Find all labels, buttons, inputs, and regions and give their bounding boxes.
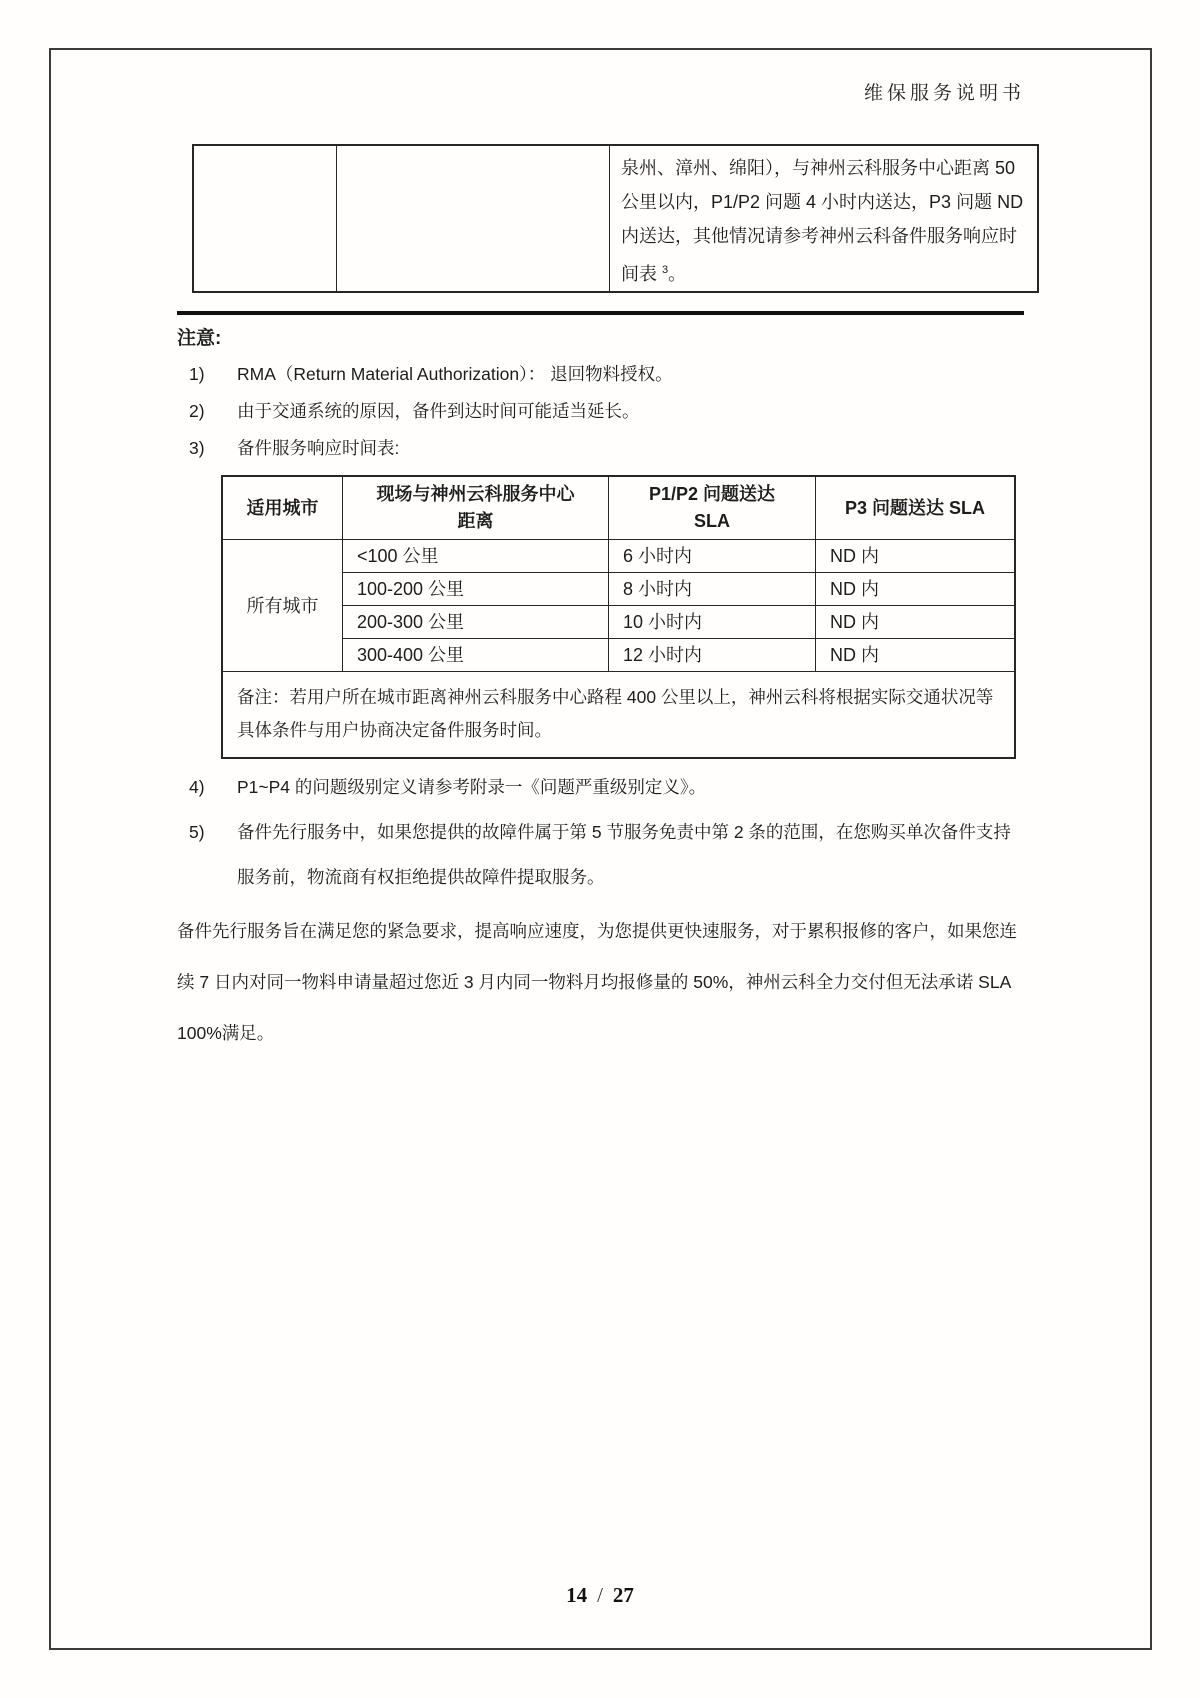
item-number: 3) [189,438,205,458]
item-text: 备件服务响应时间表: [237,438,400,458]
item-number: 1) [189,364,205,384]
p1p2-cell: 12 小时内 [609,639,816,672]
item-text: 备件先行服务中，如果您提供的故障件属于第 5 节服务免责中第 2 条的范围，在您购买单次备件支持服务前，物流商有权拒绝提供故障件提取服务。 [237,822,1011,887]
sla-header-row [222,476,1015,540]
empty-cell-2 [337,145,610,292]
p1p2-cell: 6 小时内 [609,540,816,573]
note-item-4 [177,765,1024,810]
p1p2-cell: 8 小时内 [609,573,816,606]
item-text: RMA（Return Material Authorization）： 退回物料授权。 [237,364,673,384]
p1p2-cell: 10 小时内 [609,606,816,639]
footnote-ref: 3 [662,264,669,276]
empty-cell-1 [193,145,337,292]
p3-cell: ND 内 [816,540,1016,573]
page-number: 14 [566,1583,588,1607]
item-number: 2) [189,401,205,421]
closing-paragraph: 备件先行服务旨在满足您的紧急要求，提高响应速度，为您提供更快速服务，对于累积报修的客户，如果您连续 7 日内对同一物料申请量超过您近 3 月内同一物料月均报修量的 50%，神州云科全力交付但无法承诺 SLA 100%满足。 [177,921,1017,1043]
page-total: 27 [612,1583,634,1607]
item-text: P1~P4 的问题级别定义请参考附录一《问题严重级别定义》。 [237,777,707,797]
item-number: 4) [189,777,205,797]
header-p3-sla: P3 问题送达 SLA [816,476,1016,540]
table-note: 备注：若用户所在城市距离神州云科服务中心路程 400 公里以上，神州云科将根据实际交通状况等具体条件与用户协商决定备件服务时间。 [222,672,1015,759]
note-item-3 [177,430,1024,467]
note-item-1 [177,356,1024,393]
p3-cell: ND 内 [816,639,1016,672]
distance-cell: 100-200 公里 [343,573,609,606]
table-row [193,145,1038,292]
continuation-table [192,144,1039,293]
header-p1p2-sla: P1/P2 问题送达 SLA [609,476,816,540]
cell-line: 内送达，其他情况请参考神州云科备件服务响应时 [621,226,1017,246]
cell-line: 间表 $^3$。 [621,264,687,284]
section-divider [177,311,1024,315]
distance-cell: <100 公里 [343,540,609,573]
header-distance: 现场与神州云科服务中心 距离 [343,476,609,540]
page-header-title: 维保服务说明书 [863,83,1025,104]
table-row [222,540,1015,573]
cell-line: 泉州、漳州、绵阳），与神州云科服务中心距离 50 [621,158,1016,178]
spare-parts-delivery-cell [610,145,1039,292]
notice-label: 注意: [177,328,222,349]
distance-cell: 200-300 公里 [343,606,609,639]
header-applicable-city: 适用城市 [222,476,343,540]
table-note-row [222,672,1015,759]
sla-response-table [221,475,1016,759]
city-cell: 所有城市 [222,540,343,672]
note-item-2 [177,393,1024,430]
note-item-5 [177,810,1024,900]
item-text: 由于交通系统的原因，备件到达时间可能适当延长。 [237,401,640,421]
p3-cell: ND 内 [816,606,1016,639]
page-separator: / [597,1583,603,1607]
cell-line: 公里以内，P1/P2 问题 4 小时内送达，P3 问题 ND [621,192,1024,212]
notes-section [177,322,1024,1059]
distance-cell: 300-400 公里 [343,639,609,672]
page-footer [0,1583,1200,1608]
p3-cell: ND 内 [816,573,1016,606]
item-number: 5) [189,822,205,842]
